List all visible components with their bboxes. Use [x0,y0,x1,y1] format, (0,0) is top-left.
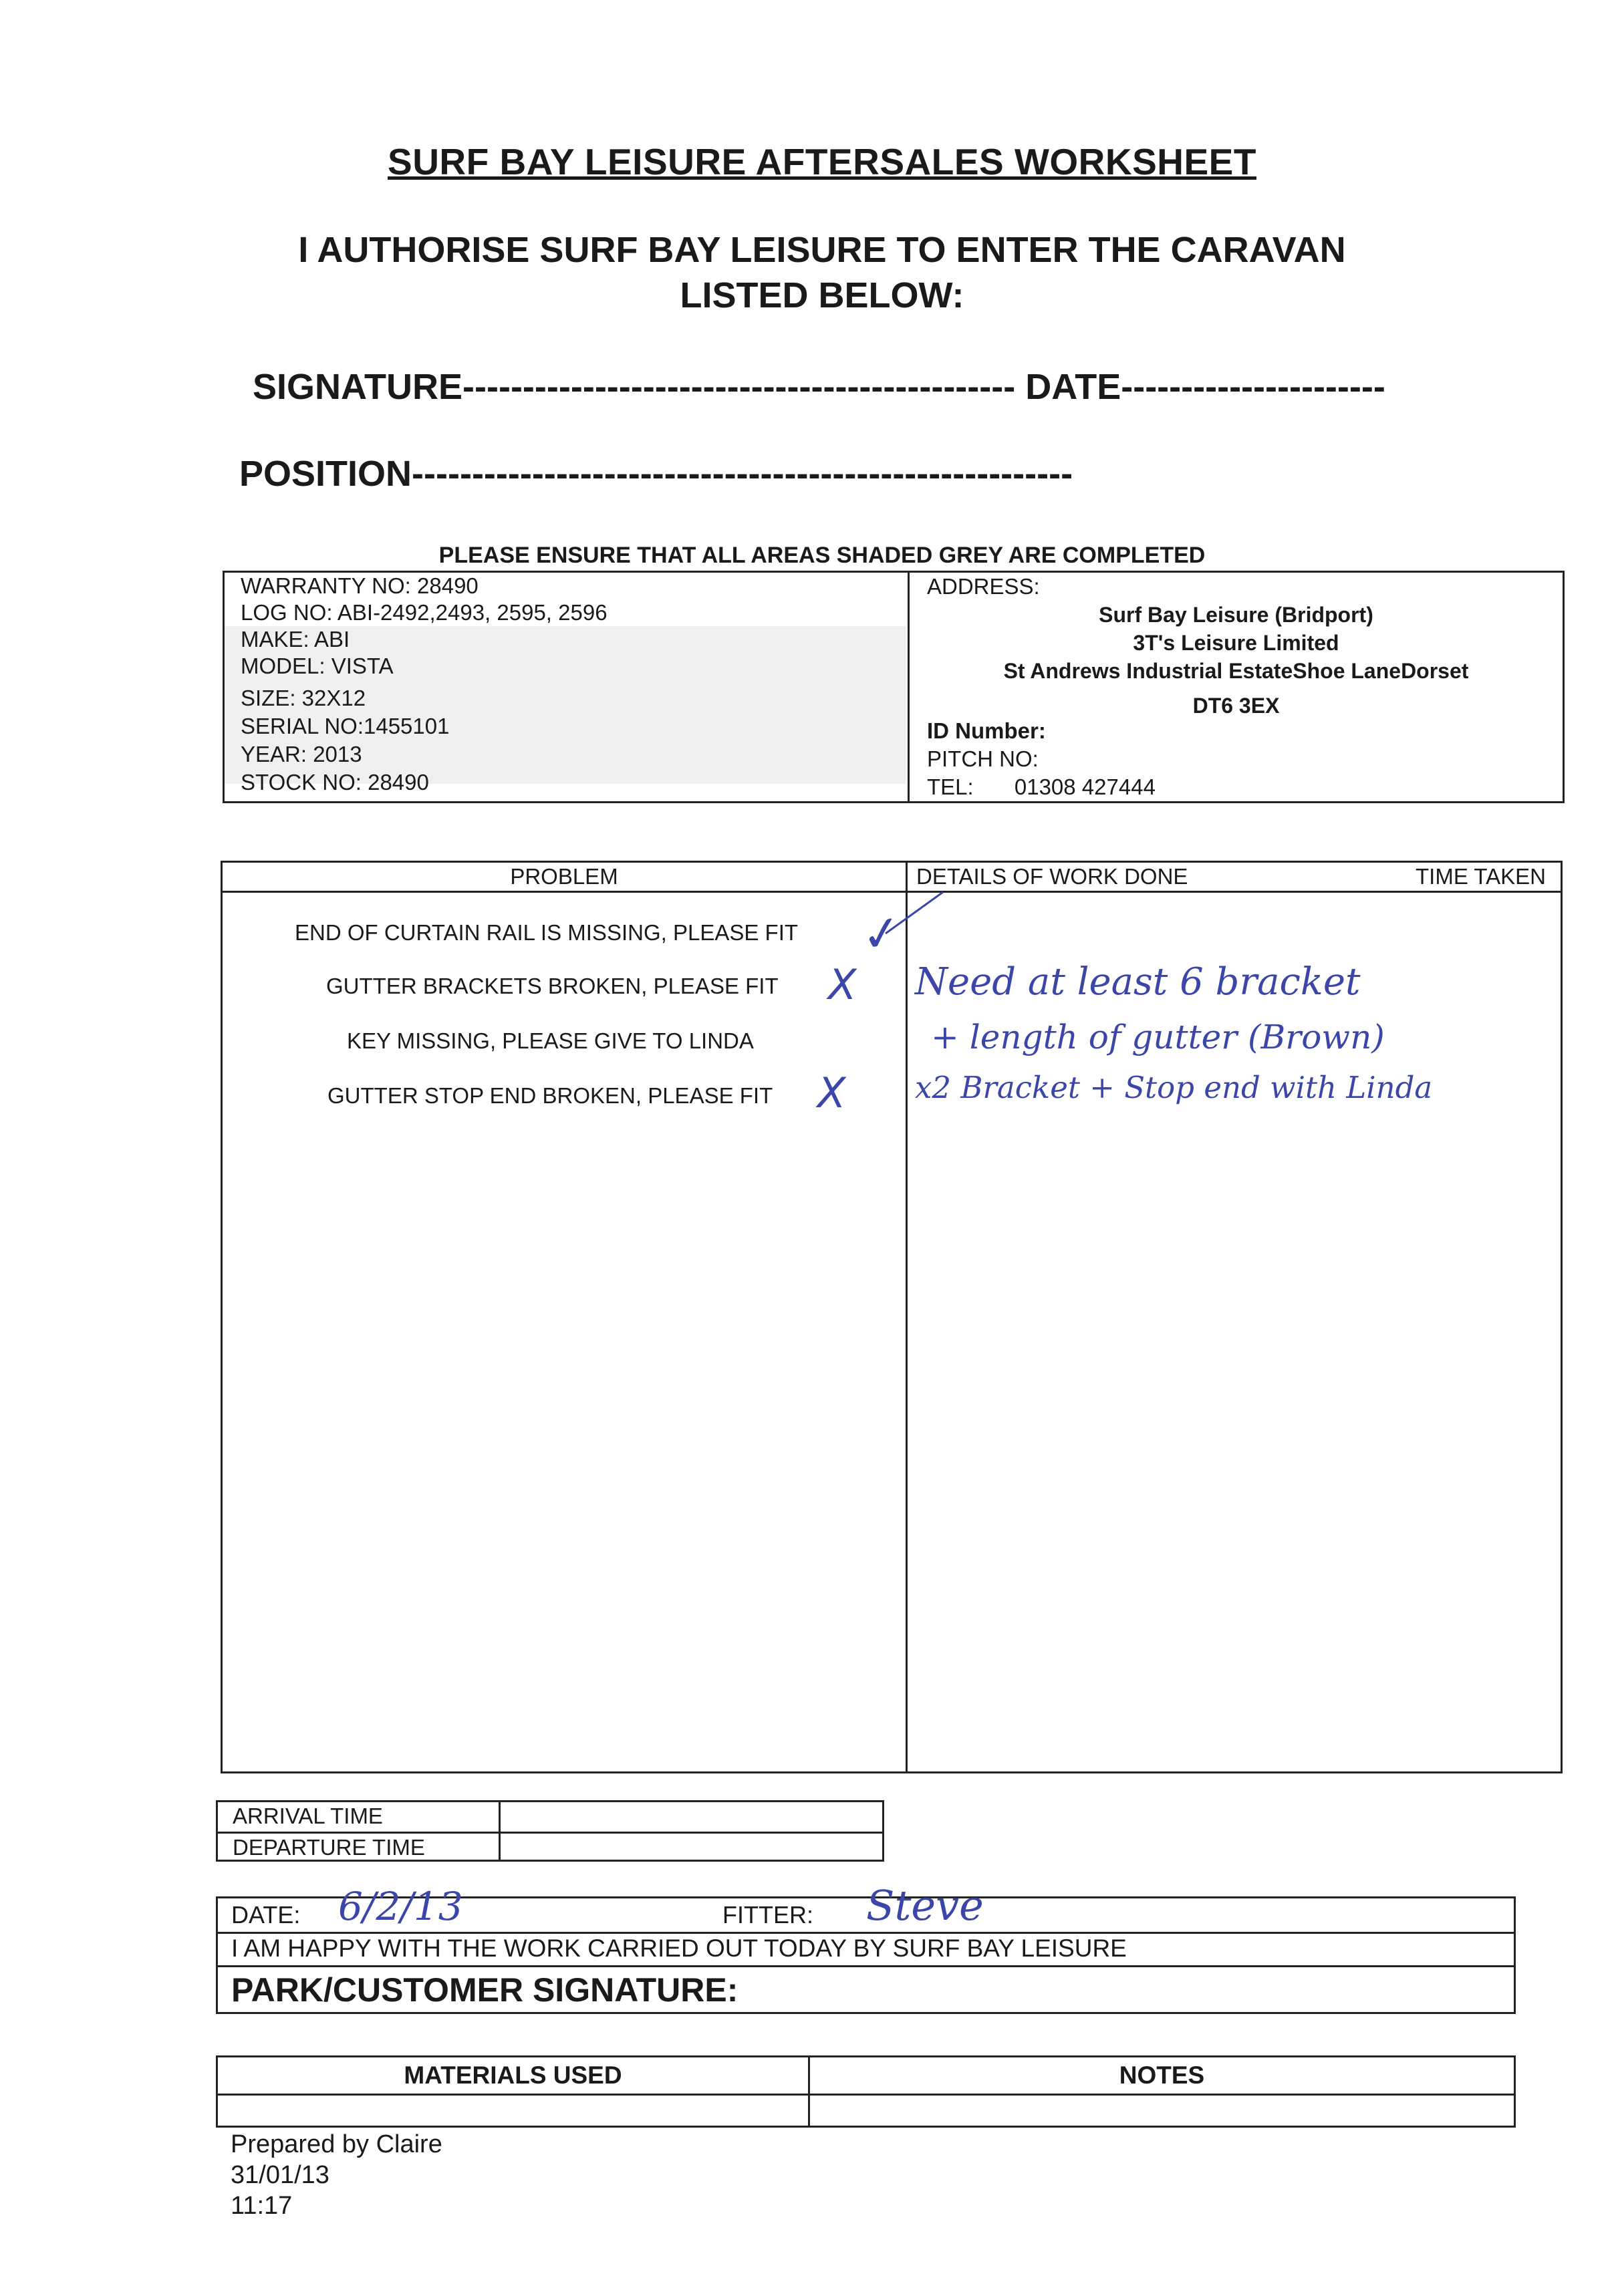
tel-value: 01308 427444 [1014,774,1156,799]
problem-text: KEY MISSING, PLEASE GIVE TO LINDA [347,1028,754,1053]
departure-time-label: DEPARTURE TIME [233,1835,425,1860]
id-number-label: ID Number: [927,718,1046,743]
notes-header: NOTES [1119,2061,1205,2089]
column-divider [906,863,908,1771]
materials-used-header: MATERIALS USED [404,2061,622,2089]
fitter-label: FITTER: [722,1901,813,1928]
problem-item [326,974,779,999]
materials-column-divider [808,2057,810,2126]
arrival-departure-table [216,1800,884,1862]
tick-tail [884,889,944,936]
problem-text: GUTTER BRACKETS BROKEN, PLEASE FIT [326,974,779,998]
position-field[interactable]: ------------------------------------------------------- [412,454,1073,494]
position-label: POSITION [239,454,412,494]
address-label: ADDRESS: [927,574,1040,599]
customer-signature-label: PARK/CUSTOMER SIGNATURE: [231,1971,739,2009]
time-column-divider [499,1802,501,1860]
time-taken-header: TIME TAKEN [1416,864,1546,889]
make: MAKE: ABI [241,627,350,652]
year: YEAR: 2013 [241,742,362,766]
problem-item [327,1083,773,1109]
shaded-areas-note: PLEASE ENSURE THAT ALL AREAS SHADED GREY ARE COMPLETED [438,543,1206,568]
signature-row [253,366,1385,408]
authorisation-line-1: I AUTHORISE SURF BAY LEISURE TO ENTER THE CARAVAN [298,230,1346,270]
materials-row-rule [218,2094,1514,2096]
signoff-rule [218,1932,1514,1934]
address-line-1: Surf Bay Leisure (Bridport) [1099,603,1373,627]
authorisation-line-2: LISTED BELOW: [680,275,964,315]
pitch-no-label: PITCH NO: [927,746,1039,771]
signoff-date-label: DATE: [231,1901,301,1928]
address-line-3: St Andrews Industrial EstateShoe LaneDorset [1003,659,1469,683]
happy-statement: I AM HAPPY WITH THE WORK CARRIED OUT TODAY BY SURF BAY LEISURE [231,1934,1127,1962]
model: MODEL: VISTA [241,654,394,678]
address-line-2: 3T's Leisure Limited [1133,631,1339,655]
authorisation-statement [0,227,1610,318]
cross-mark: X [828,960,857,1009]
signoff-table [216,1881,1516,2014]
work-table [221,861,1563,1773]
worksheet-title: SURF BAY LEISURE AFTERSALES WORKSHEET [388,141,1256,182]
position-row [239,453,1073,494]
tel-label: TEL: [927,774,974,799]
details-header: DETAILS OF WORK DONE [916,864,1188,889]
handwritten-detail-1: Need at least 6 bracket [915,960,1361,1004]
departure-row [218,1832,882,1863]
prepared-by: Prepared by Claire [231,2130,442,2158]
problem-header: PROBLEM [510,864,618,889]
prepared-date: 31/01/13 [231,2161,329,2189]
serial-no: SERIAL NO:1455101 [241,714,450,738]
address-postcode: DT6 3EX [1192,694,1280,718]
handwritten-detail-2: + length of gutter (Brown) [931,1018,1385,1056]
fitter-value: Steve [866,1881,984,1930]
problem-item [347,1028,754,1054]
materials-notes-table [216,2055,1516,2128]
date-label: DATE [1025,367,1121,407]
vehicle-details [225,573,910,801]
handwritten-detail-3: x2 Bracket + Stop end with Linda [915,1070,1433,1105]
problem-text: GUTTER STOP END BROKEN, PLEASE FIT [327,1083,773,1108]
signature-label: SIGNATURE [253,367,463,407]
size: SIZE: 32X12 [241,686,366,710]
stock-no: STOCK NO: 28490 [241,770,429,795]
address-details [910,573,1563,801]
tel-row [927,774,1156,800]
warranty-no: WARRANTY NO: 28490 [241,573,479,598]
signoff-rule [218,1965,1514,1967]
signoff-date-value: 6/2/13 [338,1884,463,1929]
arrival-row [218,1802,882,1832]
work-table-header [223,863,1561,893]
signature-field[interactable]: ---------------------------------------------- [462,367,1016,407]
log-no: LOG NO: ABI-2492,2493, 2595, 2596 [241,600,608,625]
arrival-time-label: ARRIVAL TIME [233,1804,383,1828]
cross-mark: X [817,1068,846,1117]
date-field[interactable]: ---------------------- [1121,367,1385,407]
prepared-time: 11:17 [231,2192,293,2220]
vehicle-address-table [223,571,1565,803]
prepared-by-block [231,2129,442,2221]
problem-text: END OF CURTAIN RAIL IS MISSING, PLEASE FIT [295,920,799,945]
tick-mark: ✓ [857,903,906,964]
problem-item [295,920,798,946]
